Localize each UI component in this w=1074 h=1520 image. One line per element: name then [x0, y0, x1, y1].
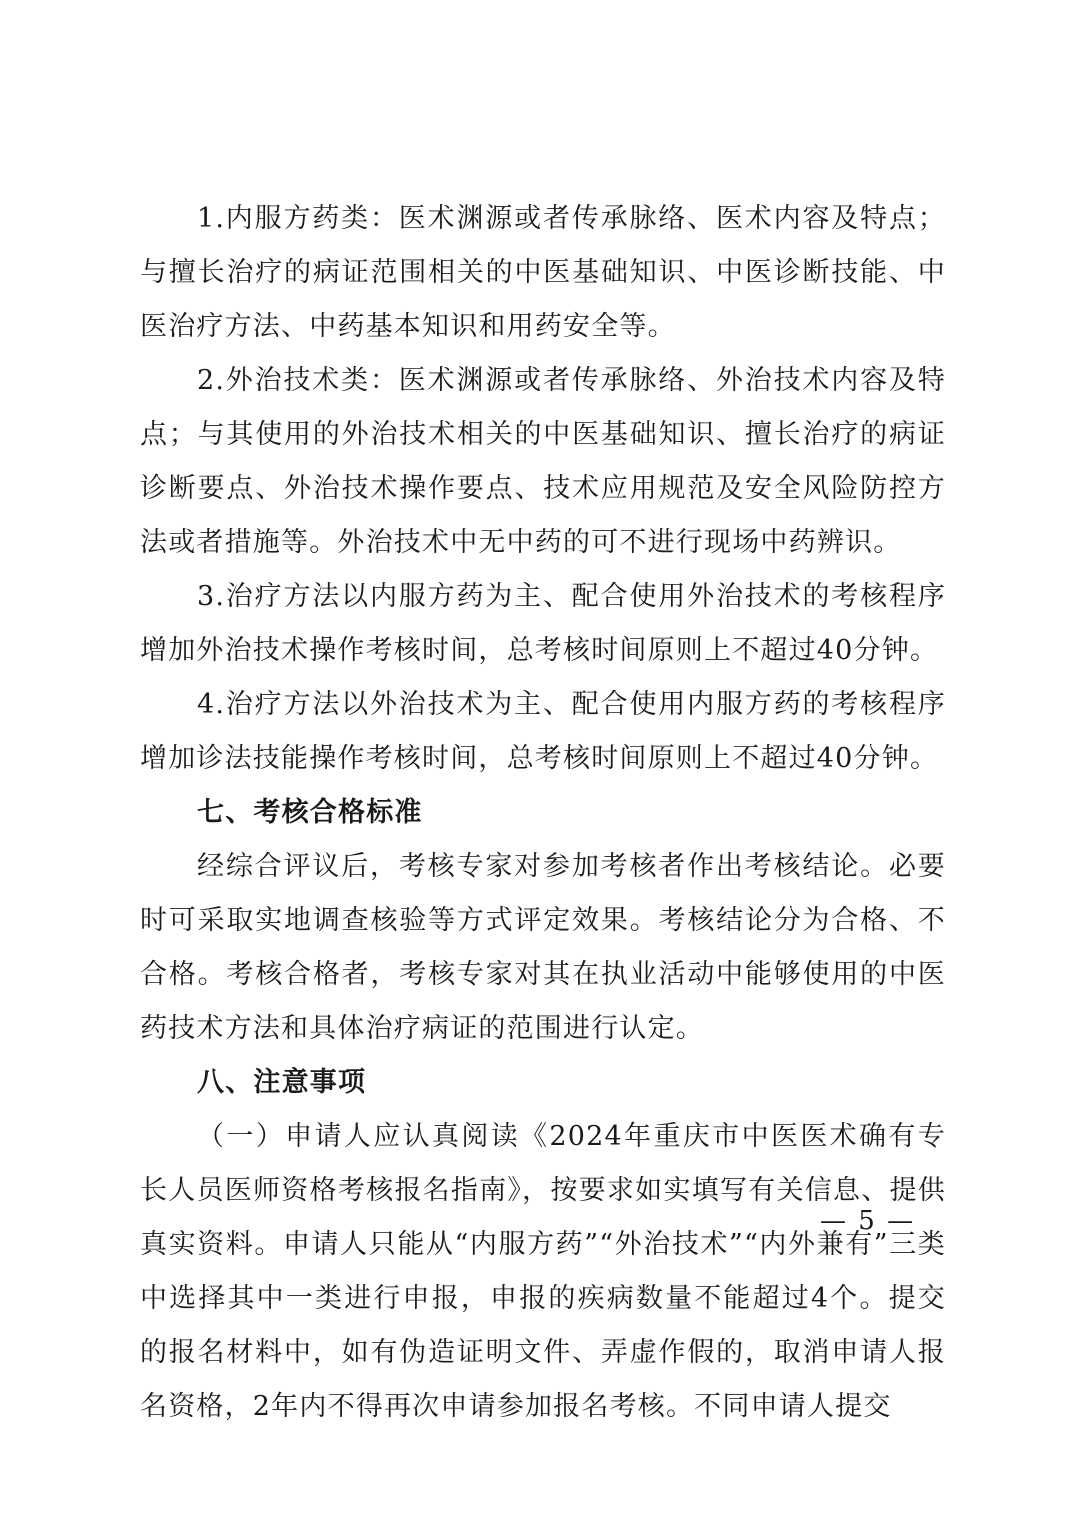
- page-number: — 5 —: [820, 1206, 916, 1236]
- paragraph-external-therapy: 2.外治技术类：医术渊源或者传承脉络、外治技术内容及特点；与其使用的外治技术相关的中医基础知识、擅长治疗的病证诊断要点、外治技术操作要点、技术应用规范及安全风险防控方法或者措施等。外治技术中无中药的可不进行现场中药辨识。: [140, 365, 946, 558]
- paragraph-external-primary: 4.治疗方法以外治技术为主、配合使用内服方药的考核程序增加诊法技能操作考核时间，总考核时间原则上不超过40分钟。: [140, 689, 946, 774]
- paragraph-pass-standard: 经综合评议后，考核专家对参加考核者作出考核结论。必要时可采取实地调查核验等方式评定效果。考核结论分为合格、不合格。考核合格者，考核专家对其在执业活动中能够使用的中医药技术方法和具体治疗病证的范围进行认定。: [140, 851, 946, 1044]
- section-heading-notes: 八、注意事项: [197, 1067, 367, 1098]
- document-body: [140, 192, 946, 1434]
- paragraph-notes-1: （一）申请人应认真阅读《2024年重庆市中医医术确有专长人员医师资格考核报名指南》，按要求如实填写有关信息、提供真实资料。申请人只能从“内服方药”“外治技术”“内外兼有”三类中选择其中一类进行申报，申报的疾病数量不能超过4个。提交的报名材料中，如有伪造证明文件、弄虚作假的，取消申请人报名资格，2年内不得再次申请参加报名考核。不同申请人提交: [140, 1121, 946, 1422]
- paragraph-internal-primary: 3.治疗方法以内服方药为主、配合使用外治技术的考核程序增加外治技术操作考核时间，总考核时间原则上不超过40分钟。: [140, 581, 946, 666]
- paragraph-internal-medicine: 1.内服方药类：医术渊源或者传承脉络、医术内容及特点；与擅长治疗的病证范围相关的中医基础知识、中医诊断技能、中医治疗方法、中药基本知识和用药安全等。: [140, 203, 946, 342]
- section-heading-pass-standard: 七、考核合格标准: [197, 797, 423, 828]
